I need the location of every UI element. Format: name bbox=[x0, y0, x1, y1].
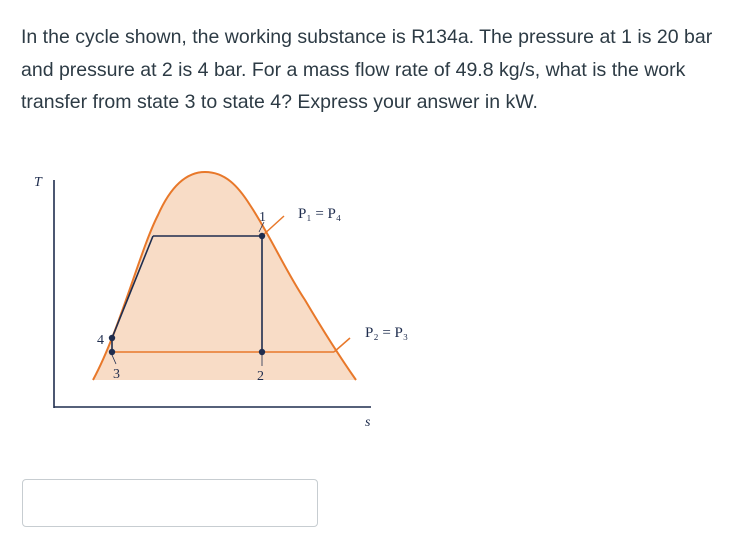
pressure-low-label: P₂ = P₃ bbox=[365, 325, 409, 341]
pressure-high-label: P₁ = P₄ bbox=[298, 206, 342, 222]
saturation-dome-fill bbox=[93, 172, 356, 380]
state-label-3: 3 bbox=[113, 367, 120, 382]
question-text: In the cycle shown, the working substance is R134a. The pressure at 1 is 20 bar and pressure at 2 is 4 bar. For a mass flow rate of 49.8 kg/s, what is the work transfer from state 3 to state 4? Express your answer in kW. bbox=[21, 26, 713, 113]
state-point-2 bbox=[259, 349, 265, 355]
t-axis-label: T bbox=[34, 175, 42, 190]
state-label-1: 1 bbox=[259, 210, 266, 225]
state-point-4 bbox=[109, 335, 115, 341]
state-point-3 bbox=[109, 349, 115, 355]
state-label-2: 2 bbox=[257, 369, 264, 384]
isobar-low-extension bbox=[334, 338, 350, 352]
s-axis-label: s bbox=[365, 415, 371, 430]
answer-input[interactable] bbox=[22, 479, 318, 527]
state-point-1 bbox=[259, 233, 265, 239]
state-label-4: 4 bbox=[97, 333, 104, 348]
